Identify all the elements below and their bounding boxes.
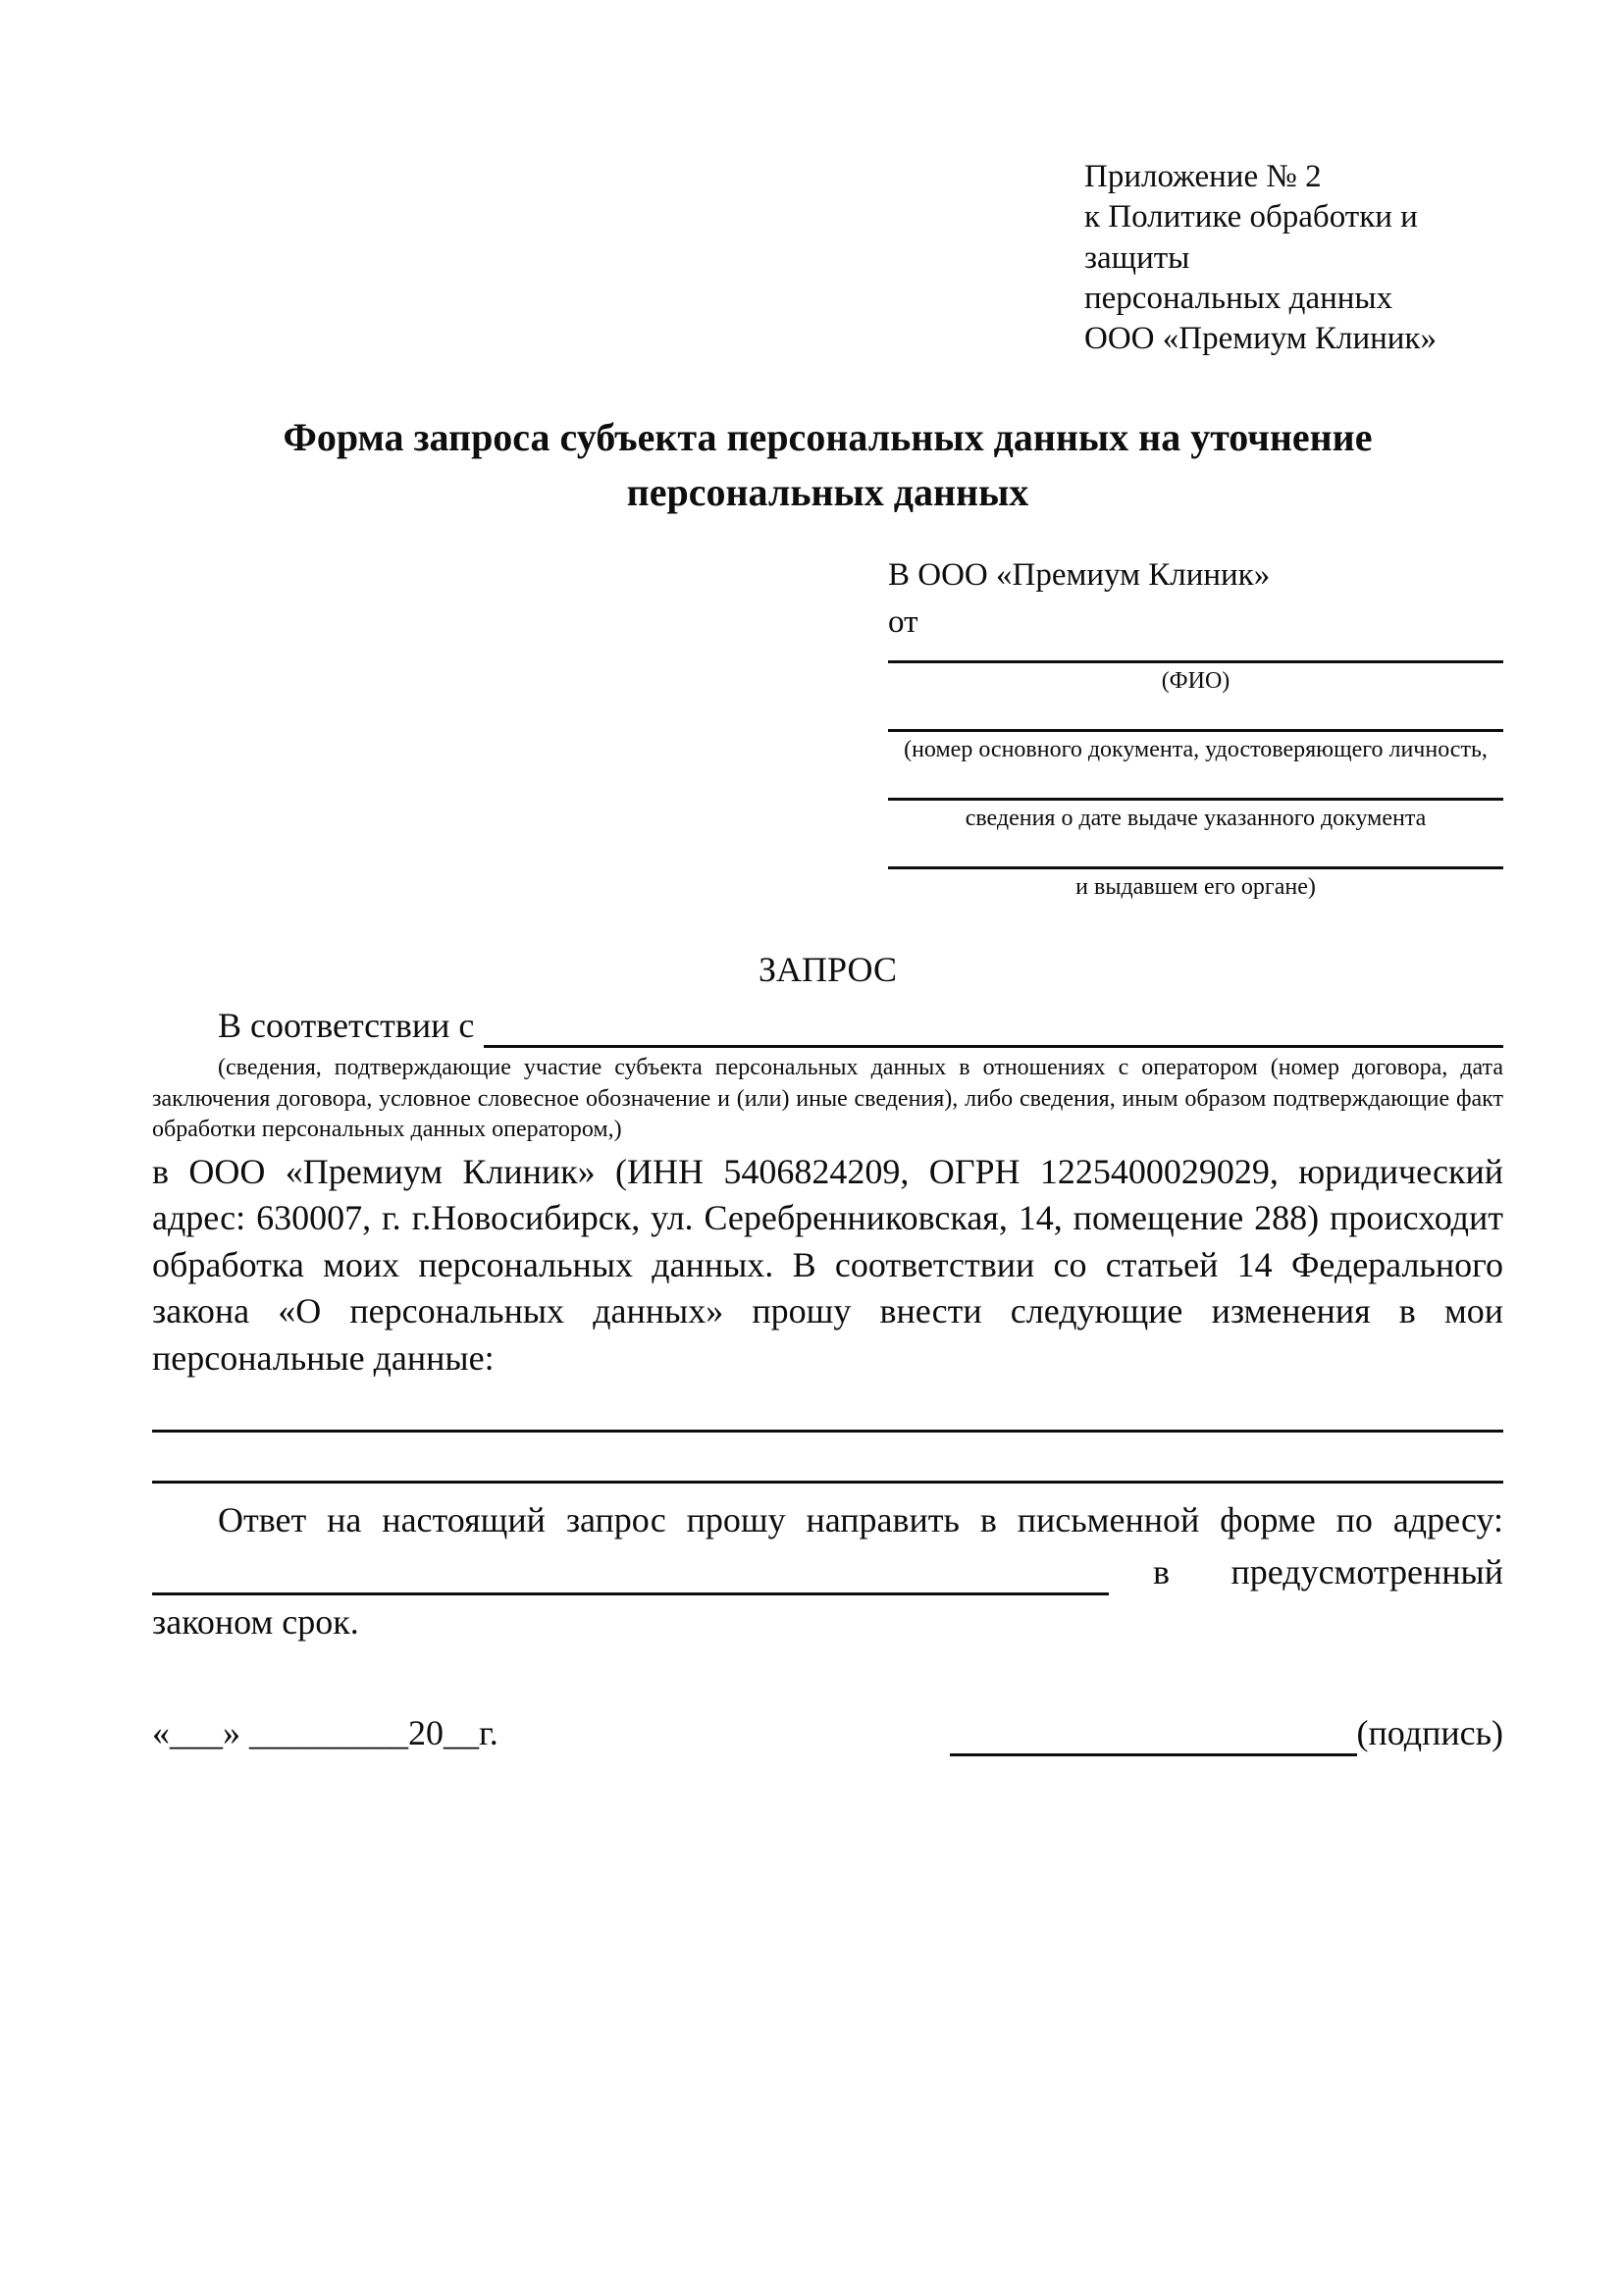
fio-caption: (ФИО): [1161, 667, 1230, 694]
addressee-block: [888, 555, 1503, 902]
response-suffix: в предусмотренный: [1153, 1552, 1503, 1592]
signature-caption: (подпись): [1356, 1712, 1503, 1752]
basis-label: В соответствии с: [218, 1005, 475, 1045]
document-number-blank-line: [888, 729, 1503, 732]
issuing-authority-field: [888, 866, 1503, 902]
addressee-to: В ООО «Премиум Клиник»: [888, 557, 1271, 594]
fio-field: [888, 660, 1503, 696]
appendix-note-line: персональных данных: [1084, 280, 1393, 316]
appendix-note-line: ООО «Премиум Клиник»: [1084, 321, 1437, 356]
appendix-note-line: Приложение № 2: [1084, 159, 1322, 194]
basis-line: [152, 1003, 1503, 1049]
request-body: в ООО «Премиум Клиник» (ИНН 5406824209, ОГРН 1225400029029, юридический адрес: 630007, г. г.Новосибирск, ул. Серебренниковская, 14, помещение 288) происходит обработка моих персональных данных. В соответствии со статьей 14 Федерального закона «О персональных данных» прошу внести следующие изменения в мои персональные данные:: [152, 1151, 1503, 1378]
request-heading: ЗАПРОС: [759, 949, 897, 989]
issuing-authority-caption: и выдавшем его органе): [1075, 873, 1316, 900]
fio-blank-line: [888, 660, 1503, 663]
address-blank-line: [152, 1549, 1109, 1595]
document-number-field: [888, 729, 1503, 764]
issue-date-field: [888, 798, 1503, 833]
signature-blank-line: [950, 1710, 1357, 1756]
issue-date-caption: сведения о дате выдаче указанного документа: [965, 805, 1427, 831]
issuing-authority-blank-line: [888, 866, 1503, 869]
issue-date-blank-line: [888, 798, 1503, 801]
basis-explanation: (сведения, подтверждающие участие субъекта персональных данных в отношениях с оператором (номер договора, дата заключения договора, условное словесное обозначение и (или) иные сведения), либо сведения, иным образом подтверждающие факт обработки персональных данных оператором,): [152, 1055, 1503, 1142]
basis-blank-line: [484, 1003, 1503, 1049]
response-closing: законом срок.: [152, 1602, 359, 1643]
appendix-note-line: к Политике обработки и защиты: [1084, 199, 1418, 276]
response-address-sentence: Ответ на настоящий запрос прошу направить в письменной форме по адресу:: [218, 1500, 1503, 1540]
date-signature-row: [152, 1710, 1503, 1756]
changes-blank-line-2: [152, 1433, 1503, 1484]
addressee-from: от: [888, 603, 918, 640]
document-number-caption: (номер основного документа, удостоверяющего личность,: [904, 736, 1488, 762]
changes-blank-line-1: [152, 1382, 1503, 1433]
response-address-line: [152, 1549, 1503, 1595]
signature-group: [950, 1710, 1503, 1756]
appendix-note: [1084, 157, 1503, 359]
date-blank: «___» _________20__г.: [152, 1712, 498, 1752]
document-title: Форма запроса субъекта персональных данных на уточнение персональных данных: [283, 415, 1373, 515]
